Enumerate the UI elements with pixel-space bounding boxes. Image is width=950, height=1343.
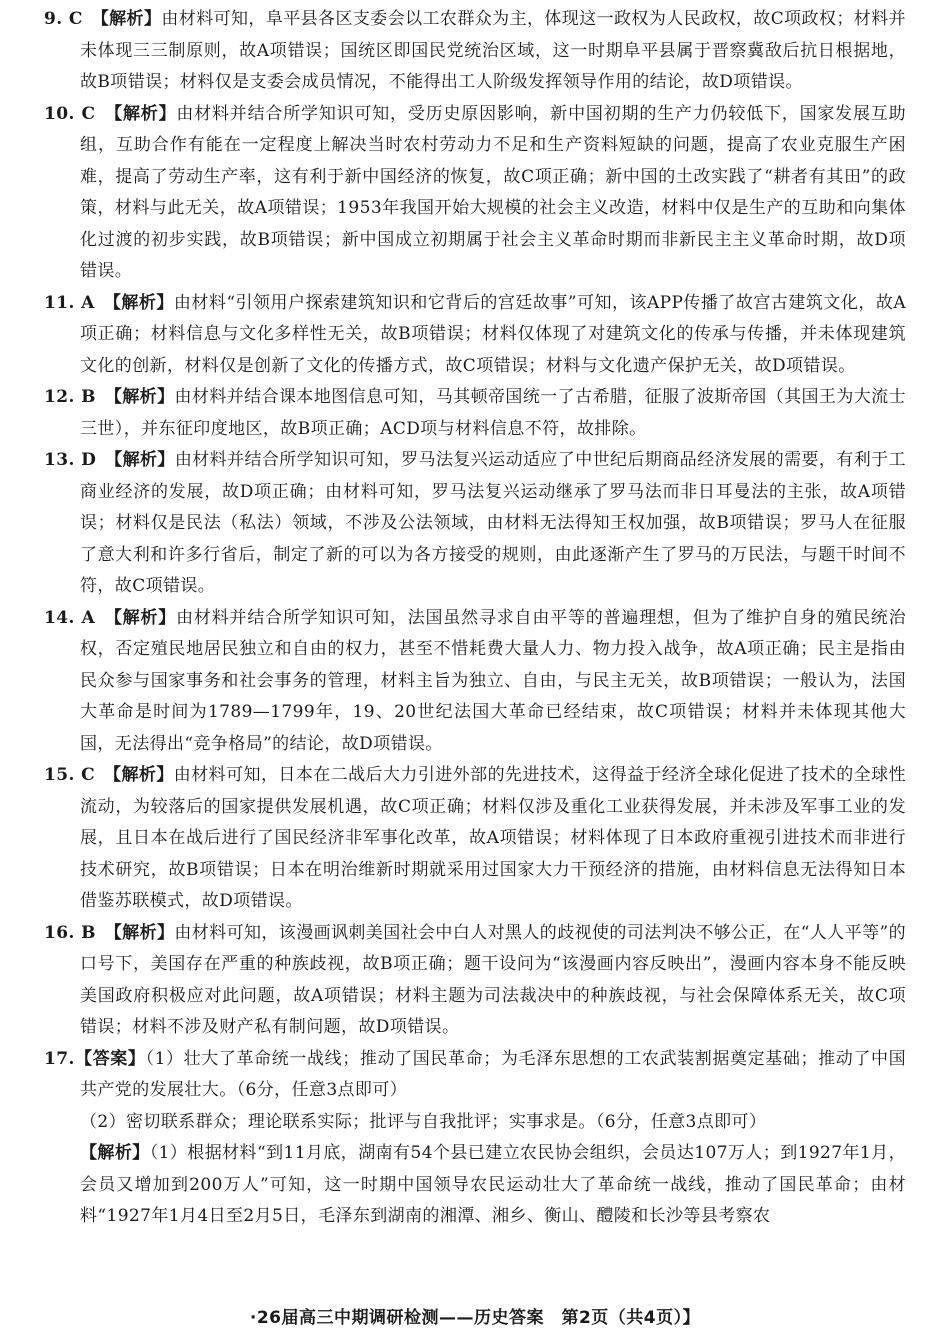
analysis-tag: 【解析】 (113, 387, 175, 407)
question-number: 15. C (44, 765, 96, 785)
page-footer: ·26届高三中期调研检测——历史答案 第2页（共4页）】 (249, 1308, 701, 1328)
answer-item-10 (44, 99, 906, 288)
analysis-text: 由材料并结合所学知识可知，受历史原因影响，新中国初期的生产力仍较低下，国家发展互助组，互助合作有能在一定程度上解决当时农村劳动力不足和生产资料短缺的问题，提高了农业克服生产困难，提高了劳动生产率，这有利于新中国经济的恢复，故C项正确；新中国的土改实践了“耕者有其田”的政策，材料与此无关，故A项错误；1953年我国开始大规模的社会主义改造，材料中仅是生产的互助和向集体化过渡的初步实践，故B项错误；新中国成立初期属于社会主义革命时期而非新民主主义革命时期，故D项错误。 (80, 103, 906, 281)
analysis-text: 由材料可知，该漫画讽刺美国社会中白人对黑人的歧视使的司法判决不够公正，在“人人平等”的口号下，美国存在严重的种族歧视，故B项正确；题干设问为“该漫画内容反映出”，漫画内容本身不能反映美国政府积极应对此问题，故A项错误；材料主题为司法裁决中的种族歧视，与社会保障体系无关，故C项错误；材料不涉及财产私有制问题，故D项错误。 (80, 922, 906, 1037)
analysis-tag: 【解析】 (112, 765, 174, 785)
analysis-text: 由材料并结合课本地图信息可知，马其顿帝国统一了古希腊，征服了波斯帝国（其国王为大流士三世），并东征印度地区，故B项正确；ACD项与材料信息不符，故排除。 (80, 387, 906, 439)
analysis-tag: 【解析】 (113, 450, 175, 470)
answer-item-17-analysis (44, 1138, 906, 1233)
answer-tag: 【答案】 (74, 1048, 146, 1069)
question-number: 13. D (44, 450, 97, 470)
answer-item-13 (44, 445, 906, 603)
answer-item-9 (44, 4, 906, 99)
answer-part-1: （1）壮大了革命统一战线；推动了国民革命；为毛泽东思想的工农武装割据奠定基础；推动了中国共产党的发展壮大。（6分，任意3点即可） (80, 1048, 906, 1100)
analysis-text: 由材料可知，日本在二战后大力引进外部的先进技术，这得益于经济全球化促进了技术的全球性流动，为较落后的国家提供发展机遇，故C项正确；材料仅涉及重化工业获得发展，并未涉及军事工业的发展，且日本在战后进行了国民经济非军事化改革，故A项错误；材料体现了日本政府重视引进技术而非进行技术研究，故B项错误；日本在明治维新时期就采用过国家大力干预经济的措施，由材料信息无法得知日本借鉴苏联模式，故D项错误。 (80, 765, 906, 911)
analysis-text: 由材料可知，阜平县各区支委会以工农群众为主，体现这一政权为人民政权，故C项政权；材料并未体现三三制原则，故A项错误；国统区即国民党统治区域，这一时期阜平县属于晋察冀敌后抗日根据地，故B项错误；材料仅是支委会成员情况，不能得出工人阶级发挥领导作用的结论，故D项错误。 (80, 9, 906, 92)
answer-item-11 (44, 288, 906, 383)
analysis-tag: 【解析】 (113, 103, 177, 124)
answer-item-16 (44, 918, 906, 1044)
analysis-tag: 【解析】 (112, 292, 174, 313)
answer-item-12 (44, 382, 906, 445)
analysis-text: 由材料并结合所学知识可知，罗马法复兴运动适应了中世纪后期商品经济发展的需要，有利于工商业经济的发展，故D项正确；由材料可知，罗马法复兴运动继承了罗马法而非日耳曼法的主张，故A项错误；材料仅是民法（私法）领域，不涉及公法领域，由材料无法得知王权加强，故B项错误；罗马人在征服了意大利和许多行省后，制定了新的可以为各方接受的规则，由此逐渐产生了罗马的万民法，与题干时间不符，故C项错误。 (80, 450, 906, 596)
analysis-tag: 【解析】 (80, 1143, 150, 1163)
analysis-tag: 【解析】 (113, 922, 175, 943)
analysis-tag: 【解析】 (113, 607, 177, 628)
question-number: 10. C (44, 103, 96, 124)
answer-item-15 (44, 760, 906, 918)
question-number: 11. A (44, 292, 95, 313)
question-number: 14. A (44, 607, 96, 628)
answer-part-2: （2）密切联系群众；理论联系实际；批评与自我批评；实事求是。（6分，任意3点即可） (80, 1111, 767, 1132)
question-number: 9. C (44, 9, 83, 29)
analysis-text: （1）根据材料“到11月底，湖南有54个县已建立农民协会组织，会员达107万人；到1927年1月，会员又增加到200万人”可知，这一时期中国领导农民运动壮大了革命统一战线，推动了国民革命；由材料“1927年1月4日至2月5日，毛泽东到湖南的湘潭、湘乡、衡山、醴陵和长沙等县考察农 (80, 1143, 906, 1226)
answer-item-17 (44, 1044, 906, 1107)
answer-item-14 (44, 603, 906, 761)
question-number: 16. B (44, 922, 96, 943)
analysis-text: 由材料“引领用户探索建筑知识和它背后的宫廷故事”可知，该APP传播了故宫古建筑文化，故A项正确；材料信息与文化多样性无关，故B项错误；材料仅体现了对建筑文化的传承与传播，并未体现建筑文化的创新，材料仅是创新了文化的传播方式，故C项错误；材料与文化遗产保护无关，故D项错误。 (80, 292, 906, 376)
answer-content (44, 4, 906, 1233)
question-number: 17. (44, 1048, 75, 1069)
answer-item-17-part-2 (44, 1107, 906, 1139)
analysis-tag: 【解析】 (100, 9, 162, 29)
question-number: 12. B (44, 387, 96, 407)
analysis-text: 由材料并结合所学知识可知，法国虽然寻求自由平等的普遍理想，但为了维护自身的殖民统治权，否定殖民地居民独立和自由的权力，甚至不惜耗费大量人力、物力投入战争，故A项正确；民主是指由民众参与国家事务和社会事务的管理，材料主旨为独立、自由，与民主无关，故B项错误；一般认为，法国大革命是时间为1789—1799年，19、20世纪法国大革命已经结束，故C项错误；材料并未体现其他大国，无法得出“竞争格局”的结论，故D项错误。 (80, 607, 906, 754)
